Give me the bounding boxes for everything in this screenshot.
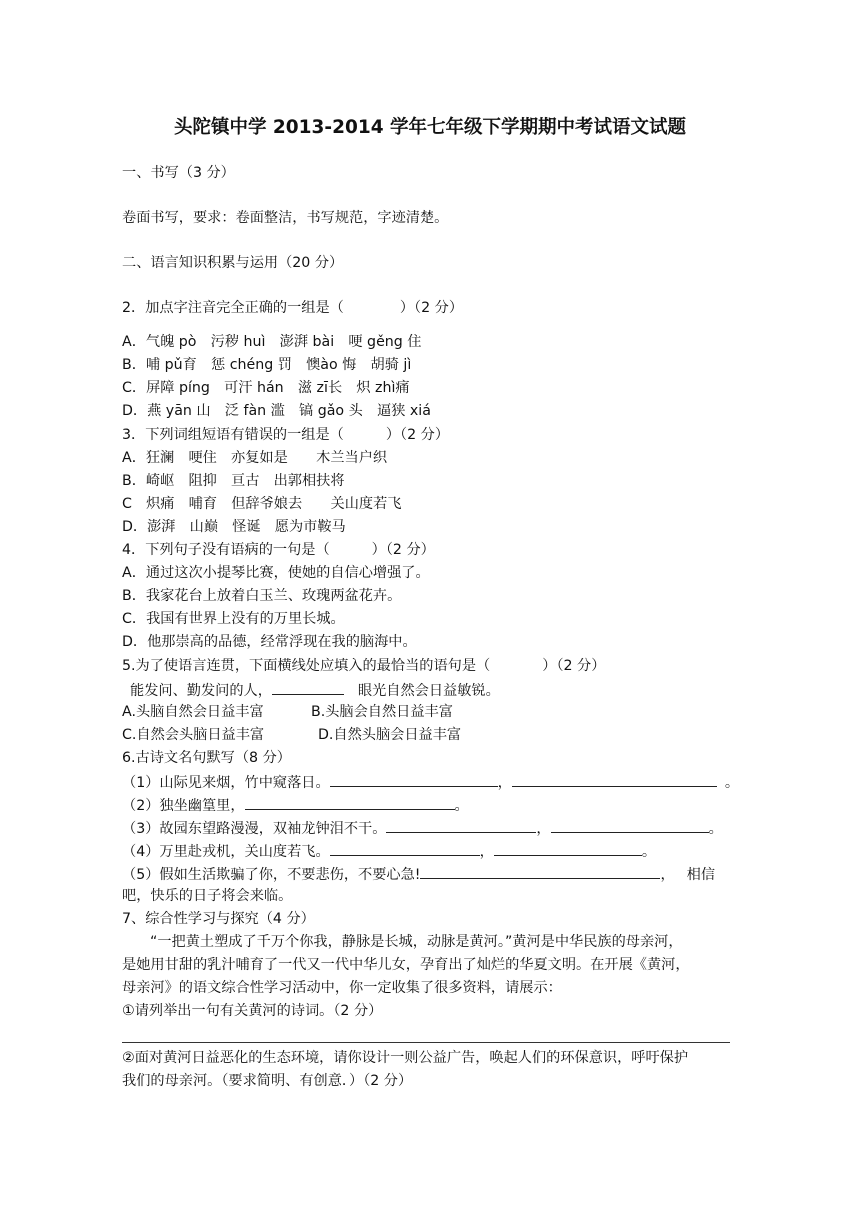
option-line: C．屏障 píng 可汗 hán 滋 zī长 炽 zhì痛 xyxy=(122,380,410,396)
answer-blank[interactable] xyxy=(420,863,660,879)
option-line: B．哺 pǔ育 惩 chéng 罚 懊ào 悔 胡骑 jì xyxy=(122,357,412,373)
question-stem xyxy=(122,540,435,560)
option-line: D.自然头脑会日益丰富 xyxy=(318,727,462,743)
answer-line[interactable] xyxy=(122,1042,730,1043)
exam-title: 头陀镇中学 2013-2014 学年七年级下学期期中考试语文试题 xyxy=(173,117,687,138)
stem-text: 5.为了使语言连贯，下面横线处应填入的最恰当的语句是（ xyxy=(122,658,491,674)
option-line: D．他那崇高的品德，经常浮现在我的脑海中。 xyxy=(122,634,417,650)
question-stem xyxy=(122,656,605,676)
option-line: C 炽痛 哺育 但辞爷娘去 关山度若飞 xyxy=(122,496,402,512)
stem-text: ）（2 分） xyxy=(371,542,435,558)
stem-text: 3．下列词组短语有错误的一组是（ xyxy=(122,427,344,443)
poem-text: （5）假如生活欺骗了你，不要悲伤，不要心急! xyxy=(122,867,421,883)
option-line: B.头脑会自然日益丰富 xyxy=(311,704,453,720)
poem-line xyxy=(122,863,715,885)
question-stem xyxy=(122,298,463,318)
option-line: A．通过这次小提琴比赛，使她的自信心增强了。 xyxy=(122,565,430,581)
option-line: A．气魄 pò 污秽 huì 澎湃 bài 哽 gěng 住 xyxy=(122,334,422,350)
answer-blank[interactable] xyxy=(494,840,642,856)
question-stem: 7、综合性学习与探究（4 分） xyxy=(122,911,315,927)
sub-question: 我们的母亲河。（要求简明、有创意．）（2 分） xyxy=(122,1073,413,1089)
punct: ， xyxy=(479,844,494,860)
poem-line: 吧，快乐的日子将会来临。 xyxy=(122,888,293,904)
answer-blank[interactable] xyxy=(330,771,498,787)
answer-blank[interactable] xyxy=(386,817,536,833)
answer-blank[interactable] xyxy=(245,794,455,810)
fill-sentence xyxy=(130,679,500,701)
section-text: 卷面书写，要求：卷面整洁，书写规范，字迹清楚。 xyxy=(122,210,449,226)
punct: ， xyxy=(536,821,551,837)
stem-text: 4．下列句子没有语病的一句是（ xyxy=(122,542,330,558)
punct: 。 xyxy=(454,798,469,814)
option-line: D．燕 yān 山 泛 fàn 滥 镐 gǎo 头 逼狭 xiá xyxy=(122,403,431,419)
option-line: C.自然会头脑日益丰富 xyxy=(122,727,265,743)
passage-line: 母亲河》的语文综合性学习活动中，你一定收集了很多资料，请展示： xyxy=(122,980,562,996)
stem-text: ）（2 分） xyxy=(399,300,464,316)
passage-line: 是她用甘甜的乳汁哺育了一代又一代中华儿女，孕育出了灿烂的华夏文明。在开展《黄河， xyxy=(122,957,690,973)
poem-line xyxy=(122,794,469,816)
sub-question: ①请列举出一句有关黄河的诗词。（2 分） xyxy=(122,1003,383,1019)
passage-line: “一把黄土塑成了千万个你我，静脉是长城，动脉是黄河。”黄河是中华民族的母亲河， xyxy=(150,934,683,950)
punct: 。 xyxy=(641,844,657,860)
question-stem: 6.古诗文名句默写（8 分） xyxy=(122,750,291,766)
poem-text: 相信 xyxy=(686,867,716,883)
option-line: C．我国有世界上没有的万里长城。 xyxy=(122,611,345,627)
poem-text: （2）独坐幽篁里， xyxy=(122,798,245,814)
punct: 。 xyxy=(724,775,740,791)
poem-text: （1）山际见来烟，竹中窥落日。 xyxy=(122,775,330,791)
poem-line xyxy=(122,817,723,839)
poem-line xyxy=(122,840,656,862)
question-stem xyxy=(122,425,449,445)
option-line: B．崎岖 阻抑 亘古 出郭相扶将 xyxy=(122,473,345,489)
punct: 。 xyxy=(708,821,723,837)
punct: ， xyxy=(660,867,675,883)
answer-blank[interactable] xyxy=(551,817,709,833)
stem-text: ）（2 分） xyxy=(542,658,606,674)
poem-text: （4）万里赴戎机，关山度若飞。 xyxy=(122,844,330,860)
section-heading: 一、书写（3 分） xyxy=(122,165,235,181)
stem-text: 2．加点字注音完全正确的一组是（ xyxy=(122,300,344,316)
stem-text: ）（2 分） xyxy=(385,427,450,443)
poem-line xyxy=(122,771,739,793)
answer-blank[interactable] xyxy=(272,679,344,695)
sentence-text: 眼光自然会日益敏锐。 xyxy=(357,683,500,699)
option-line: A．狂澜 哽住 亦复如是 木兰当户织 xyxy=(122,450,388,466)
option-line: D．澎湃 山巅 怪诞 愿为市鞍马 xyxy=(122,519,346,535)
section-heading: 二、语言知识积累与运用（20 分） xyxy=(122,255,344,271)
sentence-text: 能发问、勤发问的人， xyxy=(130,683,272,699)
sub-question: ②面对黄河日益恶化的生态环境，请你设计一则公益广告，唤起人们的环保意识，呼吁保护 xyxy=(122,1050,689,1066)
option-line: A.头脑自然会日益丰富 xyxy=(122,704,264,720)
answer-blank[interactable] xyxy=(512,771,717,787)
punct: ， xyxy=(497,775,512,791)
option-line: B．我家花台上放着白玉兰、玫瑰两盆花卉。 xyxy=(122,588,402,604)
answer-blank[interactable] xyxy=(330,840,480,856)
poem-text: （3）故园东望路漫漫，双袖龙钟泪不干。 xyxy=(122,821,387,837)
